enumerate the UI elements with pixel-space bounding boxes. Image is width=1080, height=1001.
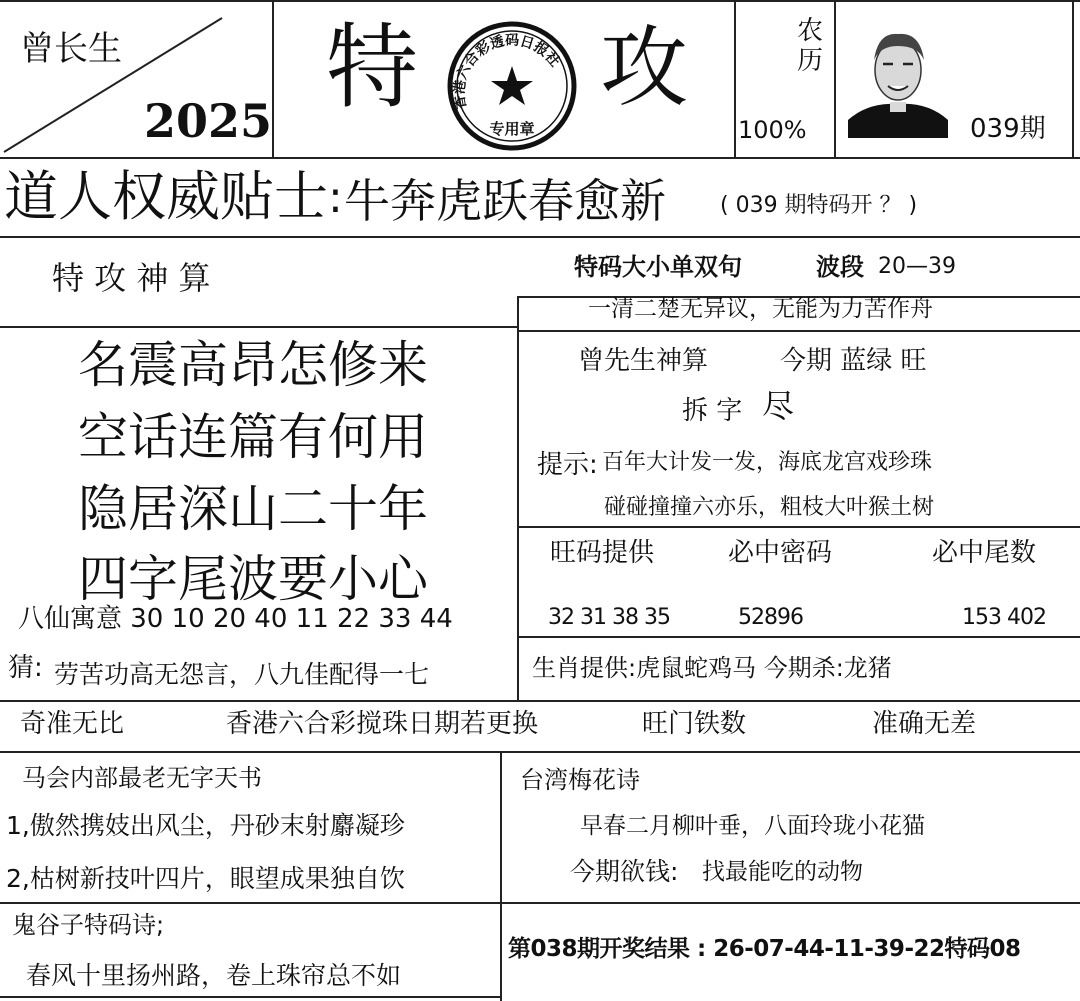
banner-note: ( 039 期特码开 ？ )	[720, 193, 918, 218]
wave-value: 20—39	[878, 254, 956, 279]
poem-line-2: 空话连篇有何用	[78, 408, 428, 466]
chaizi-label: 拆 字	[682, 396, 743, 426]
col-head-mima: 必中密码	[728, 538, 833, 568]
vrule-header-1	[272, 0, 274, 157]
col-head-wangma: 旺码提供	[550, 538, 655, 568]
vrule-header-4	[1072, 0, 1074, 157]
rule-header-bottom	[0, 157, 1080, 159]
lunar-label: 农历	[797, 16, 824, 76]
col-head-weishu: 必中尾数	[932, 538, 1037, 568]
title-left-char: 特	[326, 14, 419, 121]
baxian-line: 八仙寓意 30 10 20 40 11 22 33 44	[18, 604, 453, 634]
want-label: 今期欲钱:	[570, 857, 679, 886]
strip-item-2: 香港六合彩搅珠日期若更换	[226, 709, 539, 739]
rule-right-2	[517, 330, 1080, 332]
strip-item-3: 旺门铁数	[642, 709, 747, 739]
tianshu-title: 马会内部最老无字天书	[22, 764, 262, 792]
poem-line-1: 名震高昂怎修来	[78, 336, 428, 394]
rule-strip-bottom	[0, 751, 1080, 753]
vrule-bottom	[500, 751, 502, 1001]
vrule-header-2	[734, 0, 736, 157]
left-section-title: 特 攻 神 算	[52, 259, 211, 297]
right-line-1: 一清二楚无异议，无能为力苦作舟	[588, 296, 933, 322]
rule-banner-bottom	[0, 236, 1080, 238]
hint-line-1: 百年大计发一发，海底龙宫戏珍珠	[602, 450, 933, 475]
rule-strip-top	[0, 700, 1080, 702]
strip-item-4: 准确无差	[872, 709, 977, 739]
hint-line-2: 碰碰撞撞六亦乐，粗枝大叶猴土树	[604, 495, 935, 520]
title-right-char: 攻	[600, 16, 689, 119]
col-value-weishu: 153 402	[962, 605, 1046, 630]
seal-text: 香港六合彩透码日报社	[451, 32, 563, 111]
rule-bottom-last	[0, 996, 500, 998]
zeng-today: 今期 蓝绿 旺	[780, 346, 927, 376]
size-label: 特码大小单双句	[574, 253, 742, 281]
col-value-wangma: 32 31 38 35	[548, 605, 670, 630]
guigu-text: 春风十里扬州路，卷上珠帘总不如	[26, 961, 402, 990]
zodiac-line: 生肖提供:虎鼠蛇鸡马 今期杀:龙猪	[532, 654, 892, 682]
guigu-title: 鬼谷子特码诗;	[12, 911, 165, 939]
header-name: 曾长生	[20, 29, 122, 69]
percent-label: 100%	[738, 116, 807, 144]
guess-label: 猜:	[8, 653, 43, 683]
poem-line-4: 四字尾波要小心	[78, 550, 428, 608]
meihua-title: 台湾梅花诗	[520, 766, 640, 794]
seal-stamp	[446, 20, 578, 152]
hint-label: 提示:	[537, 450, 598, 480]
banner-colon: :	[328, 172, 343, 223]
tianshu-item-1: 1,傲然携妓出风尘，丹砂末射麝凝珍	[6, 811, 405, 840]
seal-bottom-text: 专用章	[489, 120, 535, 138]
seal-star-icon	[491, 66, 533, 105]
vrule-middle	[517, 296, 519, 700]
issue-number: 039期	[970, 114, 1046, 144]
portrait-image	[848, 20, 948, 138]
guess-text: 劳苦功高无怨言，八九佳配得一七	[54, 660, 430, 689]
strip-item-1: 奇准无比	[20, 709, 125, 739]
zeng-label: 曾先生神算	[578, 346, 709, 376]
draw-result: 第038期开奖结果 : 26-07-44-11-39-22特码08	[508, 936, 1021, 962]
rule-right-4	[517, 636, 1080, 638]
banner-slogan: 牛奔虎跃春愈新	[344, 174, 666, 228]
rule-right-3	[517, 526, 1080, 528]
chaizi-char: 尽	[762, 387, 795, 425]
tianshu-item-2: 2,枯树新技叶四片，眼望成果独自饮	[6, 864, 405, 893]
rule-bottom-mid	[0, 902, 1080, 904]
wave-label: 波段	[816, 253, 864, 281]
want-text: 找最能吃的动物	[702, 859, 863, 885]
meihua-line-1: 早春二月柳叶垂，八面玲珑小花猫	[580, 813, 925, 839]
header-year: 2025	[144, 94, 273, 148]
poem-line-3: 隐居深山二十年	[78, 480, 428, 538]
col-value-mima: 52896	[738, 605, 803, 630]
vrule-header-3	[834, 0, 836, 157]
banner-title: 道人权威贴士	[4, 165, 328, 228]
rule-left-title	[0, 326, 517, 328]
